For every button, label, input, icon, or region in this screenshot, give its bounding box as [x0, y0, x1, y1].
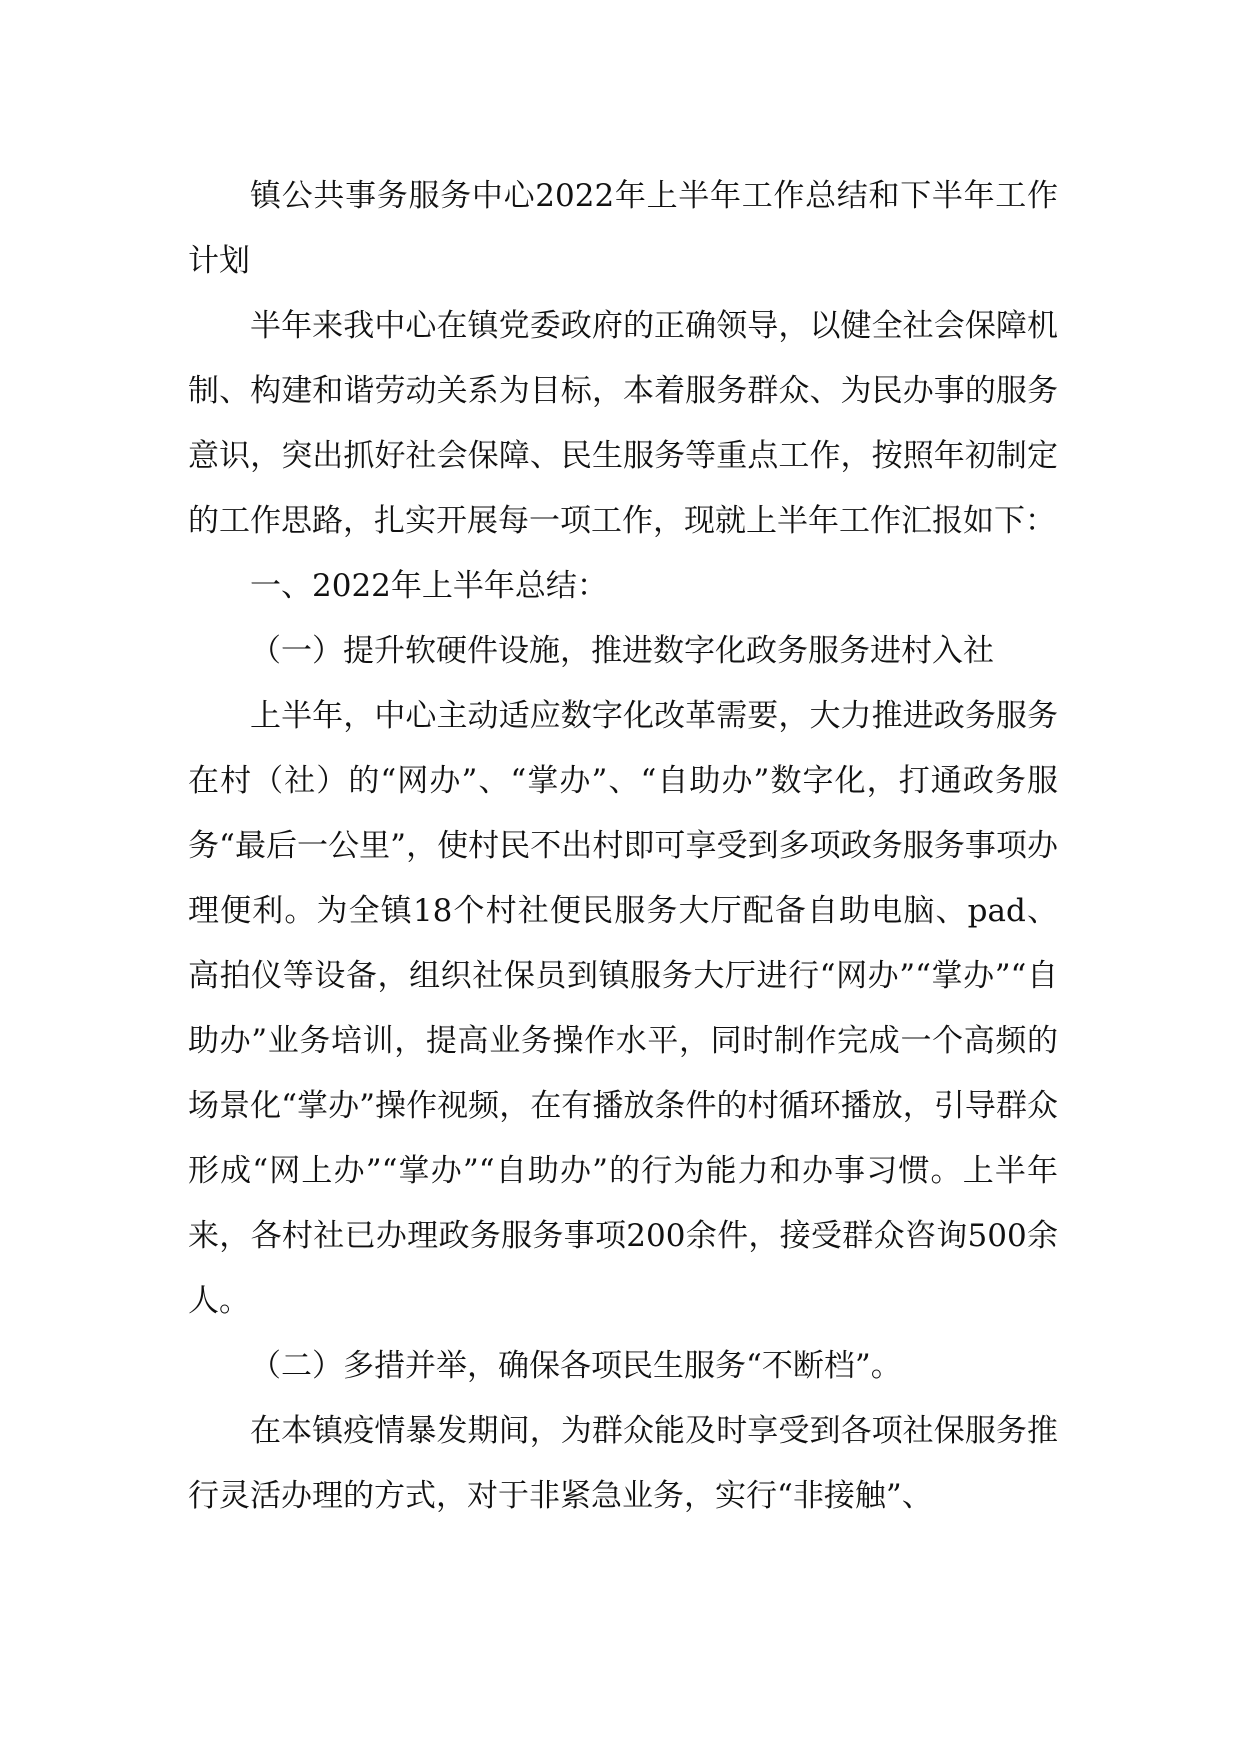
intro-paragraph: 半年来我中心在镇党委政府的正确领导，以健全社会保障机制、构建和谐劳动关系为目标，本着服务群众、为民办事的服务意识，突出抓好社会保障、民生服务等重点工作，按照年初制定的工作思路，扎实开展每一项工作，现就上半年工作汇报如下： [188, 308, 1058, 539]
document-title: 镇公共事务服务中心2022年上半年工作总结和下半年工作计划 [188, 178, 1058, 279]
body-paragraph: 在本镇疫情暴发期间，为群众能及时享受到各项社保服务推行灵活办理的方式，对于非紧急业务，实行“非接触”、 [188, 1413, 1058, 1514]
subsection-heading: （一）提升软硬件设施，推进数字化政务服务进村入社 [250, 633, 994, 669]
body-paragraph: 上半年，中心主动适应数字化改革需要，大力推进政务服务在村（社）的“网办”、“掌办”、“自助办”数字化，打通政务服务“最后一公里”，使村民不出村即可享受到多项政务服务事项办理便利。为全镇18个村社便民服务大厅配备自助电脑、pad、高拍仪等设备，组织社保员到镇服务大厅进行“网办”“掌办”“自助办”业务培训，提高业务操作水平，同时制作完成一个高频的场景化“掌办”操作视频，在有播放条件的村循环播放，引导群众形成“网上办”“掌办”“自助办”的行为能力和办事习惯。上半年来，各村社已办理政务服务事项200余件，接受群众咨询500余人。 [188, 698, 1058, 1319]
section-heading: 一、2022年上半年总结： [250, 568, 608, 604]
document-body [188, 164, 1058, 1529]
subsection-heading: （二）多措并举，确保各项民生服务“不断档”。 [250, 1348, 902, 1384]
